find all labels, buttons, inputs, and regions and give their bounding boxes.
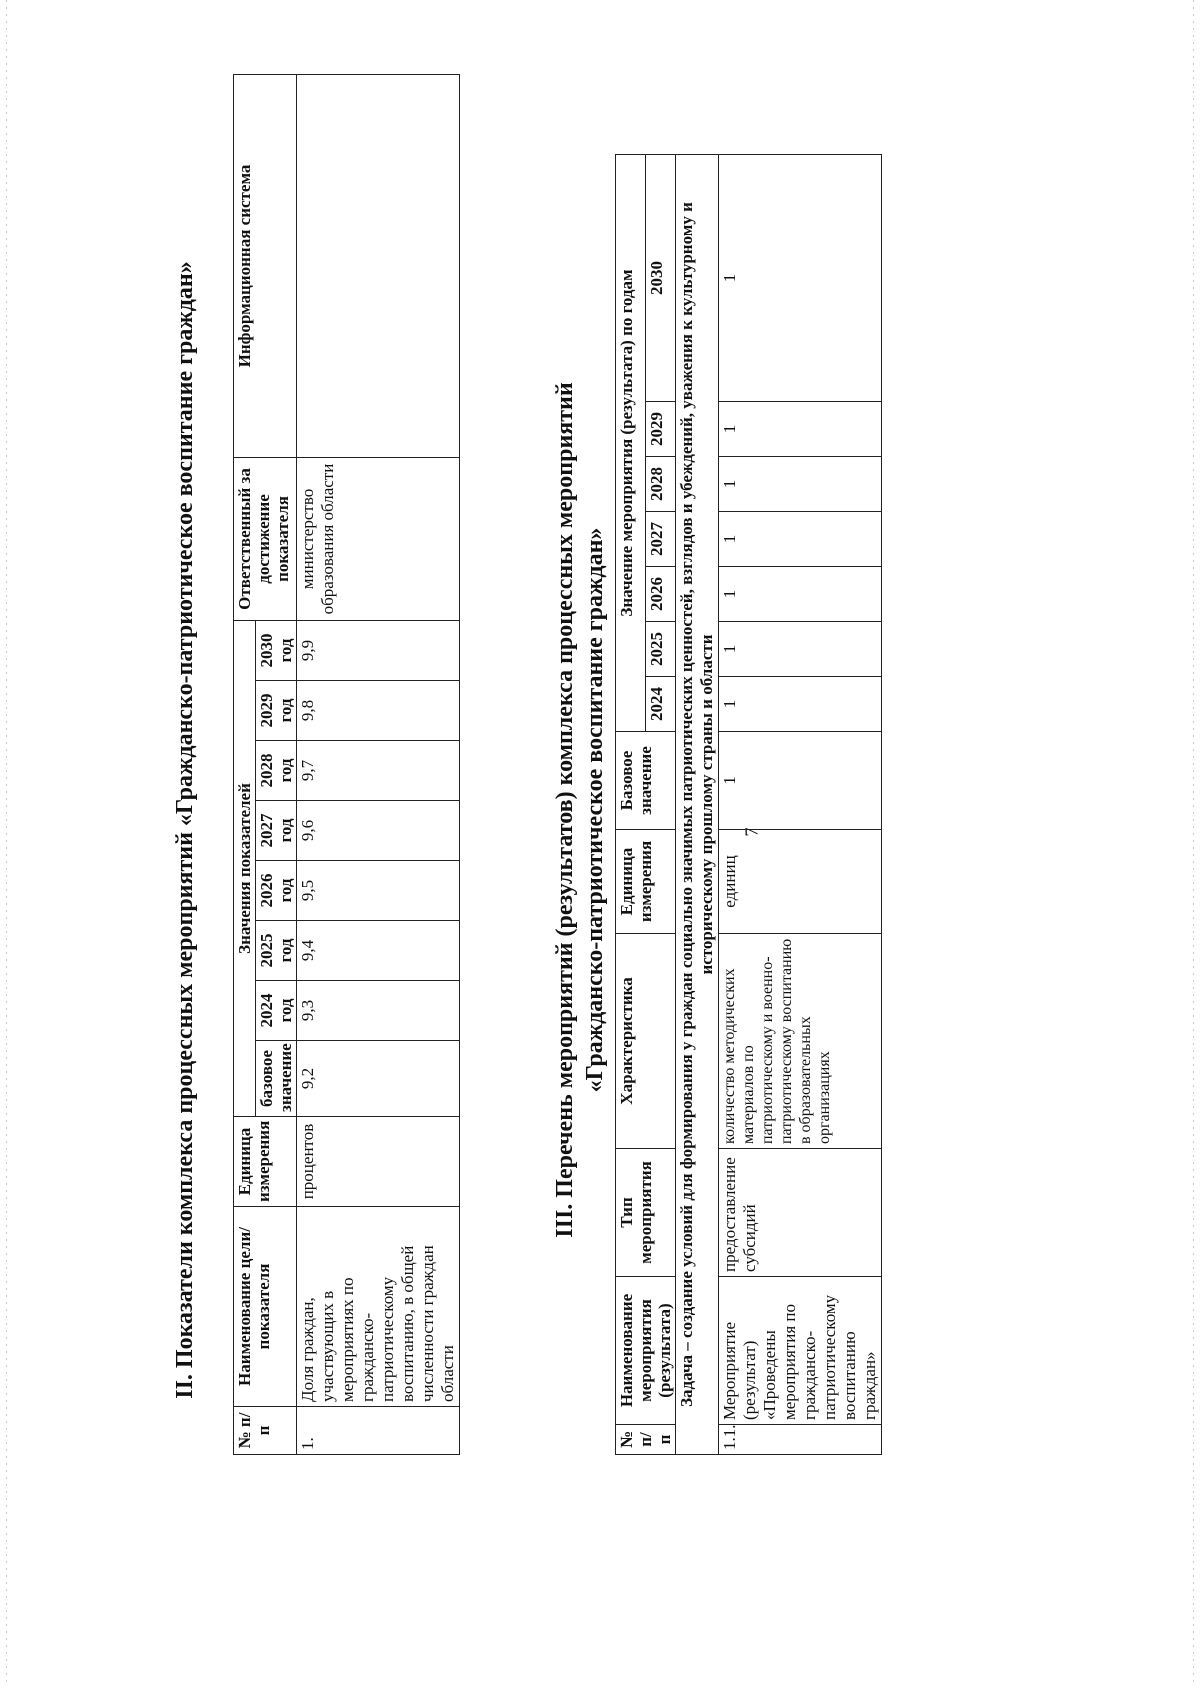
header-values-group: Значения показателей xyxy=(234,620,256,1116)
indicators-table xyxy=(233,74,460,1455)
header-infosys: Информационная система xyxy=(234,74,297,457)
header-num: № п/п xyxy=(234,1407,297,1455)
cell-base: 1 xyxy=(719,732,882,830)
header-2026: 2026 xyxy=(646,567,676,622)
cell-characteristic: количество методических материалов по патриотическому и военно-патриотическому воспитанию в образовательных организациях xyxy=(719,934,882,1149)
header-2028: 2028 год xyxy=(256,741,297,801)
header-2025: 2025 год xyxy=(256,921,297,981)
cell-2029: 1 xyxy=(719,402,882,457)
section3-title-line2: «Гражданско-патриотическое воспитание граждан» xyxy=(582,527,608,1093)
cell-responsible: министерство образования области xyxy=(297,457,460,620)
header-2030: 2030 год xyxy=(256,620,297,680)
cell-2028: 1 xyxy=(719,457,882,512)
section3-title xyxy=(550,150,610,1470)
cell-2025: 9,4 xyxy=(297,921,460,981)
header-2029: 2029 год xyxy=(256,681,297,741)
task-row xyxy=(676,155,719,1455)
header-2026: 2026 год xyxy=(256,861,297,921)
header-2025: 2025 xyxy=(646,622,676,677)
table-row xyxy=(719,155,882,1455)
cell-2030: 9,9 xyxy=(297,620,460,680)
header-base: Базовое значение xyxy=(616,732,676,830)
cell-unit: единиц xyxy=(719,830,882,934)
page-number: 7 xyxy=(741,827,762,837)
section2-title: II. Показатели комплекса процессных мероприятий «Гражданско-патриотическое воспитание граждан» xyxy=(172,261,198,1399)
cell-2024: 9,3 xyxy=(297,981,460,1041)
header-characteristic: Характеристика xyxy=(616,934,676,1149)
cell-2030: 1 xyxy=(719,155,882,402)
cell-2029: 9,8 xyxy=(297,681,460,741)
cell-2027: 9,6 xyxy=(297,801,460,861)
section3-table-wrap xyxy=(615,155,882,1455)
cell-name: Мероприятие (результат) «Проведены мероприятия по гражданско-патриотическому воспитанию граждан» xyxy=(719,1277,882,1425)
cell-2025: 1 xyxy=(719,622,882,677)
cell-infosys xyxy=(297,74,460,457)
header-2030: 2030 xyxy=(646,155,676,402)
header-unit: Единица измерения xyxy=(616,830,676,934)
cell-num: 1. xyxy=(297,1407,460,1455)
cell-name: Доля граждан, участвующих в мероприятиях по гражданско-патриотическому воспитанию, в общей численности граждан области xyxy=(297,1207,460,1407)
table-row xyxy=(297,74,460,1454)
header-type: Тип мероприятия xyxy=(616,1149,676,1277)
task-cell: Задача – создание условий для формирования у граждан социально значимых патриотических ценностей, взглядов и убеждений, уважения к культурному и историческому прошлому страны и области xyxy=(676,155,719,1455)
header-name: Наименование мероприятия (результата) xyxy=(616,1277,676,1425)
cell-2027: 1 xyxy=(719,512,882,567)
header-values-group: Значение мероприятия (результата) по годам xyxy=(616,155,646,732)
header-2024: 2024 год xyxy=(256,981,297,1041)
header-unit: Единица измерения xyxy=(234,1117,297,1207)
header-2028: 2028 xyxy=(646,457,676,512)
rotated-page-content xyxy=(170,90,1050,1570)
header-2027: 2027 xyxy=(646,512,676,567)
cell-2026: 9,5 xyxy=(297,861,460,921)
measures-table xyxy=(615,154,882,1455)
cell-2028: 9,7 xyxy=(297,741,460,801)
cell-2026: 1 xyxy=(719,567,882,622)
header-2029: 2029 xyxy=(646,402,676,457)
cell-num: 1.1. xyxy=(719,1425,882,1455)
header-name: Наименование цели/показателя xyxy=(234,1207,297,1407)
header-responsible: Ответственный за достижение показателя xyxy=(234,457,297,620)
header-num: № п/п xyxy=(616,1425,676,1455)
cell-unit: процентов xyxy=(297,1117,460,1207)
scan-edge-right xyxy=(1193,0,1194,1686)
header-2027: 2027 год xyxy=(256,801,297,861)
header-2024: 2024 xyxy=(646,677,676,732)
section3-title-line1: III. Перечень мероприятий (результатов) комплекса процессных мероприятий xyxy=(552,382,578,1238)
cell-type: предоставление субсидий xyxy=(719,1149,882,1277)
cell-base: 9,2 xyxy=(297,1041,460,1117)
section2-table-wrap xyxy=(233,164,460,1455)
scan-edge-left xyxy=(6,0,7,1686)
header-base: базовое значение xyxy=(256,1041,297,1117)
cell-2024: 1 xyxy=(719,677,882,732)
